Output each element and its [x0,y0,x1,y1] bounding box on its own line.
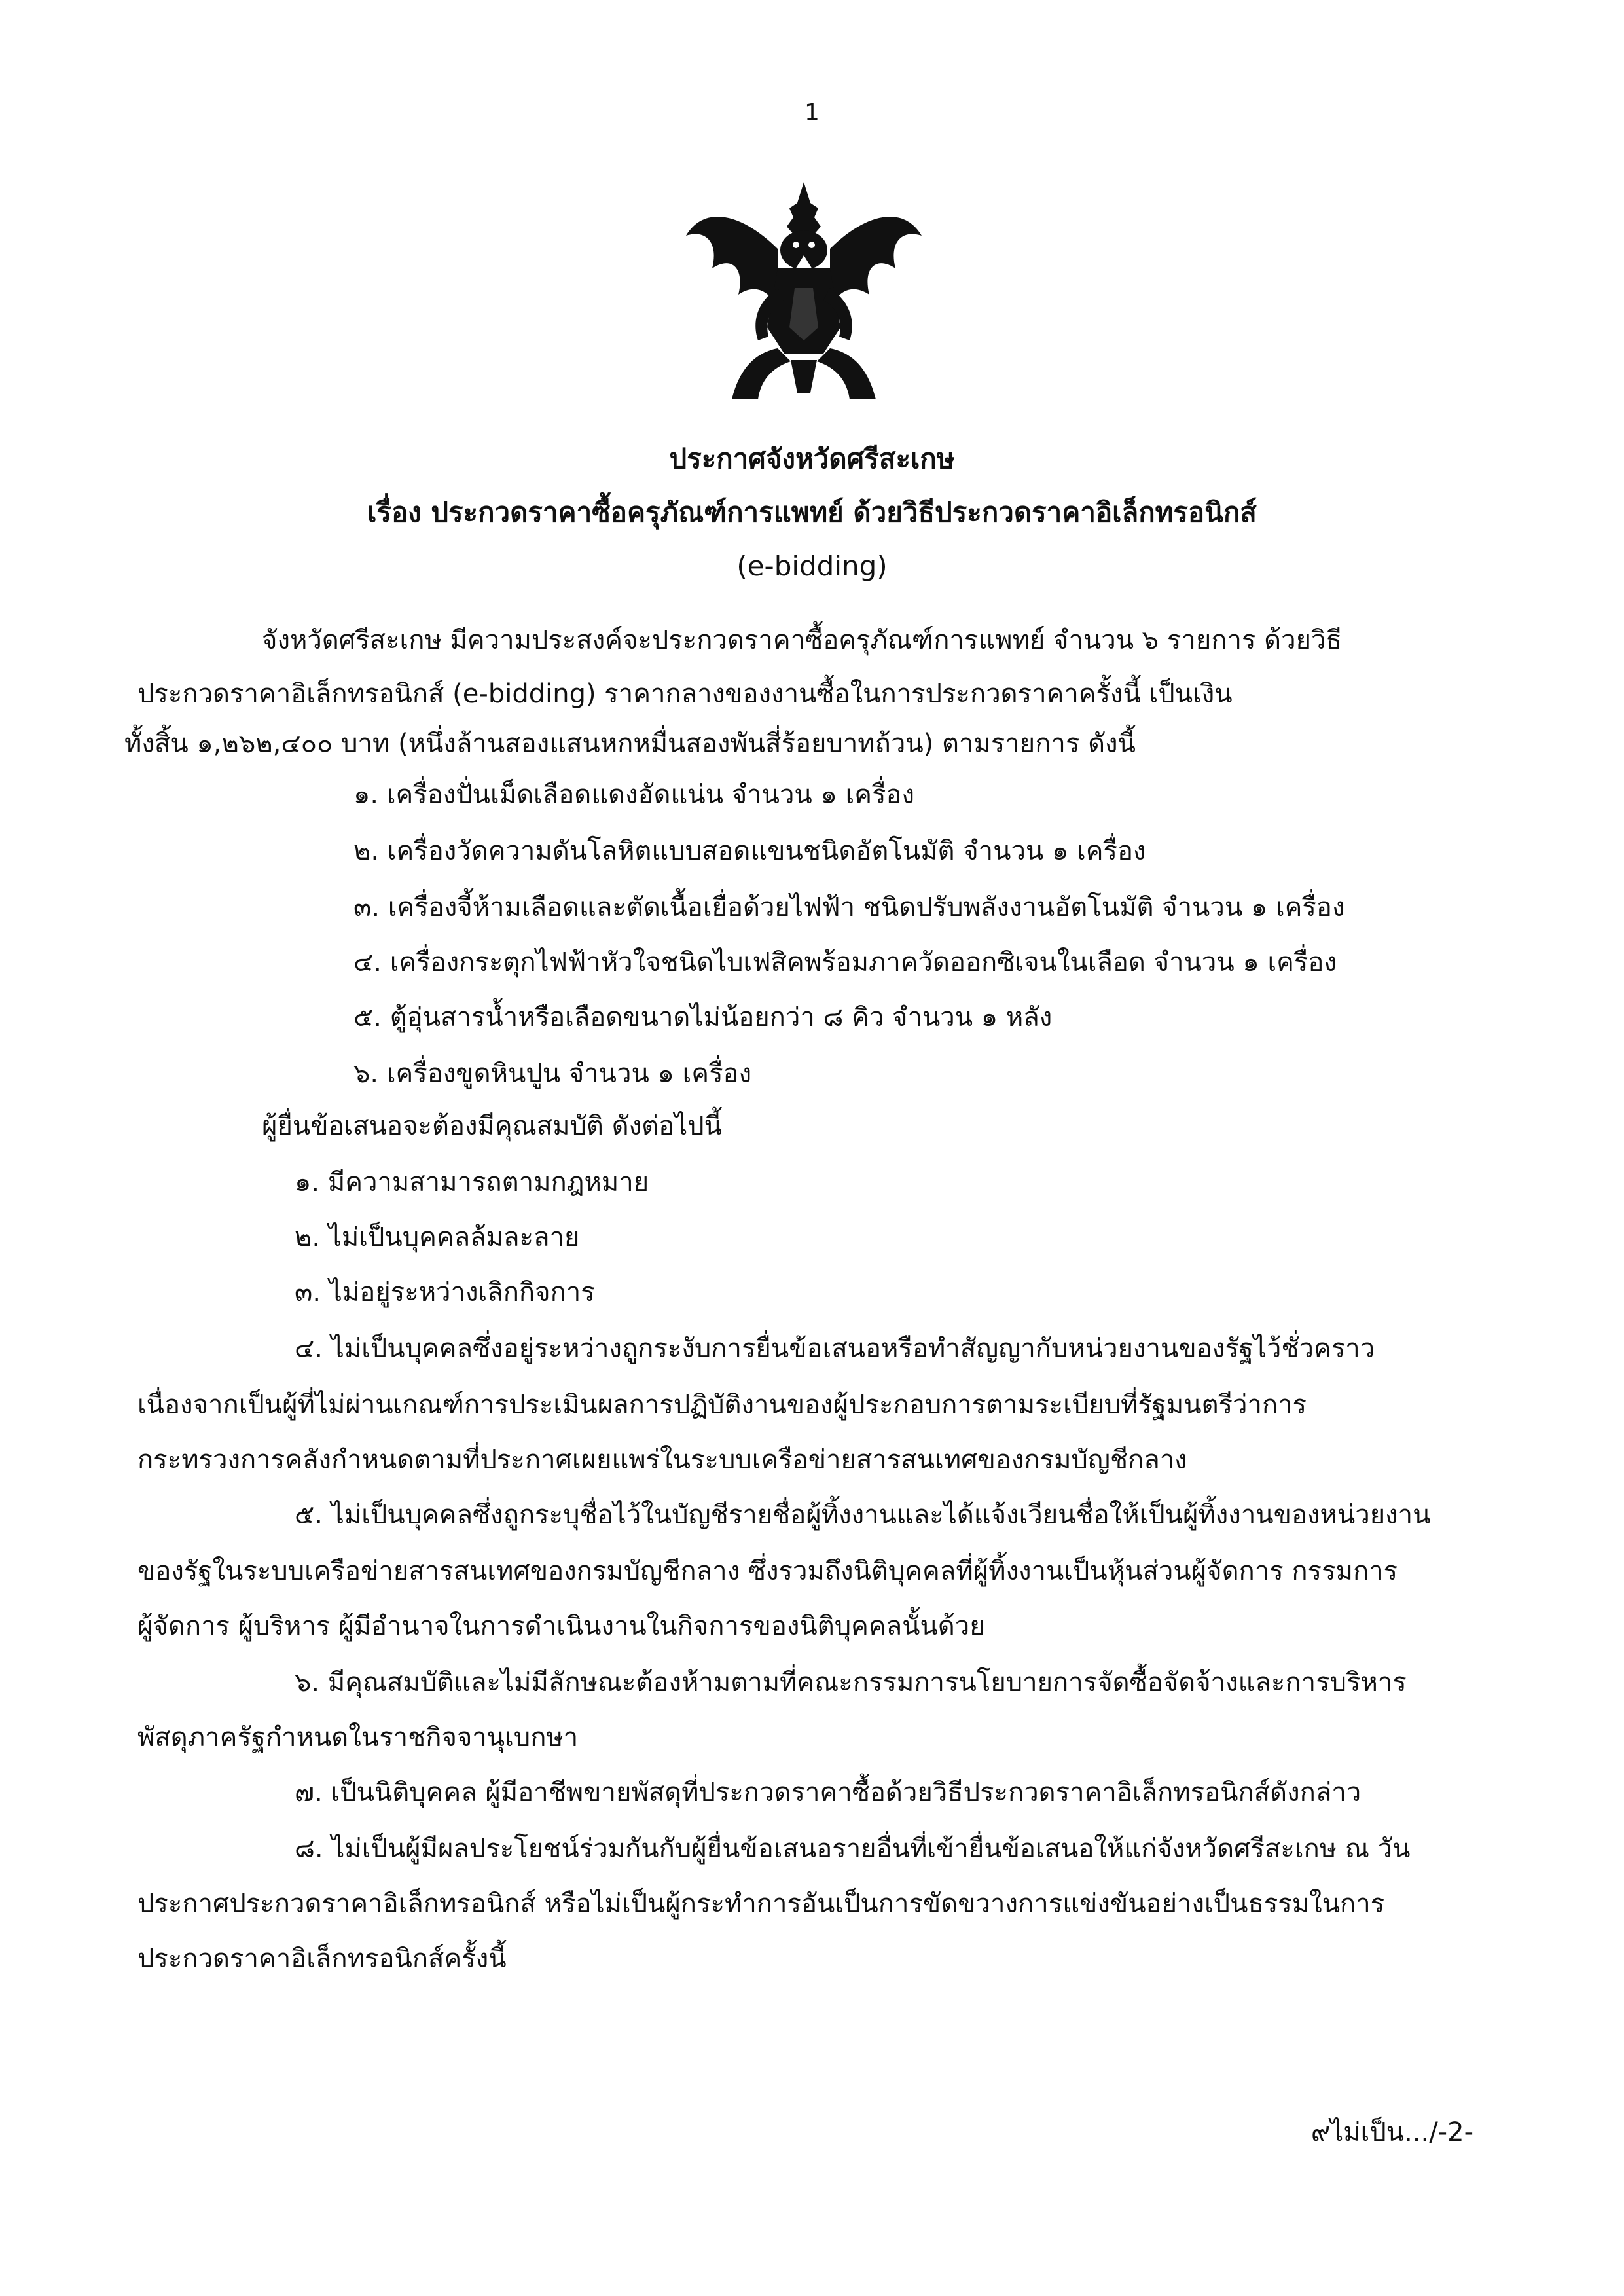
announcement-subject: เรื่อง ประกวดราคาซื้อครุภัณฑ์การแพทย์ ด้วยวิธีประกวดราคาอิเล็กทรอนิกส์ [367,496,1257,528]
list-item: ๖. เครื่องขูดหินปูน จำนวน ๑ เครื่อง [353,1059,752,1089]
qualification-line: พัสดุภาครัฐกำหนดในราชกิจจานุเบกษา [137,1722,579,1753]
qualification-line: ประกวดราคาอิเล็กทรอนิกส์ครั้งนี้ [137,1944,507,1974]
qualification-line: ผู้จัดการ ผู้บริหาร ผู้มีอำนาจในการดำเนินงานในกิจการของนิติบุคคลนั้นด้วย [137,1611,985,1641]
garuda-emblem [679,177,928,412]
qualification-line: ๖. มีคุณสมบัติและไม่มีลักษณะต้องห้ามตามที่คณะกรรมการนโยบายการจัดซื้อจัดจ้างและการบริหาร [295,1667,1407,1698]
announcement-header [0,432,1624,593]
qualification-line: เนื่องจากเป็นผู้ที่ไม่ผ่านเกณฑ์การประเมินผลการปฏิบัติงานของผู้ประกอบการตามระเบียบที่รัฐมนตรีว่าการ [137,1390,1307,1420]
qualification-line: ๕. ไม่เป็นบุคคลซึ่งถูกระบุชื่อไว้ในบัญชีรายชื่อผู้ทิ้งงานและได้แจ้งเวียนชื่อให้เป็นผู้ทิ้งงานของหน่วยงาน [295,1500,1431,1530]
qualification-line: ๑. มีความสามารถตามกฎหมาย [295,1167,649,1197]
qualification-line: ๗. เป็นนิติบุคคล ผู้มีอาชีพขายพัสดุที่ประกวดราคาซื้อด้วยวิธีประกวดราคาอิเล็กทรอนิกส์ดังกล่าว [295,1777,1362,1808]
qualification-line: ๒. ไม่เป็นบุคคลล้มละลาย [295,1222,580,1252]
qualifications-heading: ผู้ยื่นข้อเสนอจะต้องมีคุณสมบัติ ดังต่อไปนี้ [262,1111,722,1141]
announcement-title: ประกาศจังหวัดศรีสะเกษ [669,443,955,475]
qualification-line: ๔. ไม่เป็นบุคคลซึ่งอยู่ระหว่างถูกระงับการยื่นข้อเสนอหรือทำสัญญากับหน่วยงานของรัฐไว้ชั่วคราว [295,1334,1375,1364]
list-item: ๒. เครื่องวัดความดันโลหิตแบบสอดแขนชนิดอัตโนมัติ จำนวน ๑ เครื่อง [353,836,1146,866]
intro-line: ทั้งสิ้น ๑,๒๖๒,๔๐๐ บาท (หนึ่งล้านสองแสนหกหมื่นสองพันสี่ร้อยบาทถ้วน) ตามรายการ ดังนี้ [124,729,1136,759]
continuation-reference: ๙ไม่เป็น.../-2- [1310,2117,1473,2147]
list-item: ๔. เครื่องกระตุกไฟฟ้าหัวใจชนิดไบเฟสิคพร้อมภาควัดออกซิเจนในเลือด จำนวน ๑ เครื่อง [353,947,1337,977]
qualification-line: ประกาศประกวดราคาอิเล็กทรอนิกส์ หรือไม่เป็นผู้กระทำการอันเป็นการขัดขวางการแข่งขันอย่างเป็นธรรมในการ [137,1889,1385,1919]
intro-line: ประกวดราคาอิเล็กทรอนิกส์ (e-bidding) ราคากลางของงานซื้อในการประกวดราคาครั้งนี้ เป็นเงิน [137,679,1233,709]
qualification-line: กระทรวงการคลังกำหนดตามที่ประกาศเผยแพร่ในระบบเครือข่ายสารสนเทศของกรมบัญชีกลาง [137,1445,1187,1475]
announcement-method: (e-bidding) [736,550,888,582]
qualification-line: ๘. ไม่เป็นผู้มีผลประโยชน์ร่วมกันกับผู้ยื่นข้อเสนอรายอื่นที่เข้ายื่นข้อเสนอให้แก่จังหวัดศรีสะเกษ ณ วัน [295,1834,1411,1864]
list-item: ๓. เครื่องจี้ห้ามเลือดและตัดเนื้อเยื่อด้วยไฟฟ้า ชนิดปรับพลังงานอัตโนมัติ จำนวน ๑ เครื่อง [353,892,1345,922]
list-item: ๕. ตู้อุ่นสารน้ำหรือเลือดขนาดไม่น้อยกว่า ๘ คิว จำนวน ๑ หลัง [353,1002,1053,1032]
list-item: ๑. เครื่องปั่นเม็ดเลือดแดงอัดแน่น จำนวน ๑ เครื่อง [353,780,915,810]
qualification-line: ของรัฐในระบบเครือข่ายสารสนเทศของกรมบัญชีกลาง ซึ่งรวมถึงนิติบุคคลที่ผู้ทิ้งงานเป็นหุ้นส่วนผู้จัดการ กรรมการ [137,1556,1398,1586]
page-number: 1 [804,100,820,126]
intro-line: จังหวัดศรีสะเกษ มีความประสงค์จะประกวดราคาซื้อครุภัณฑ์การแพทย์ จำนวน ๖ รายการ ด้วยวิธี [262,625,1342,655]
qualification-line: ๓. ไม่อยู่ระหว่างเลิกกิจการ [295,1277,595,1307]
